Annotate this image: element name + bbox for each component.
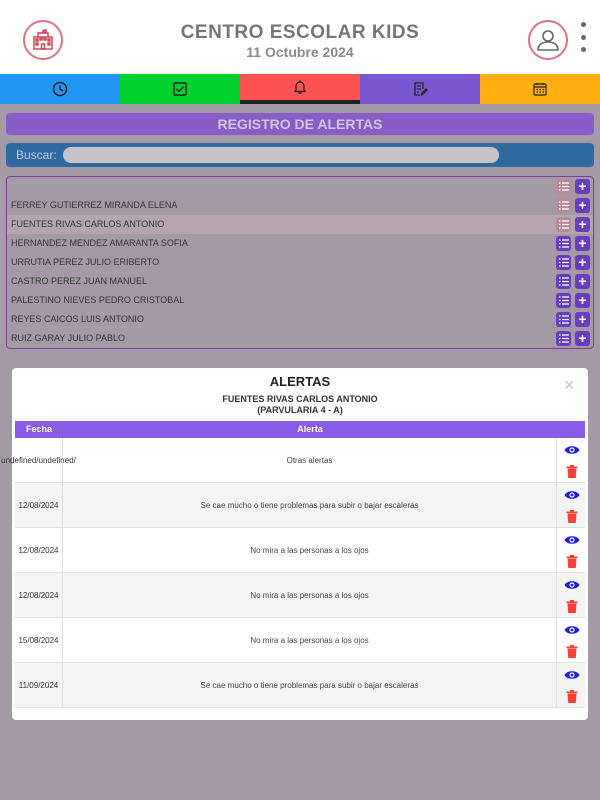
trash-icon[interactable]	[566, 555, 578, 568]
tab-alerts[interactable]	[240, 74, 360, 104]
view-alerts-button[interactable]	[556, 293, 571, 308]
notes-edit-icon	[412, 81, 428, 97]
table-row	[15, 618, 585, 663]
trash-icon[interactable]	[566, 645, 578, 658]
add-alert-button[interactable]: +	[575, 255, 590, 270]
calendar-icon	[533, 82, 547, 96]
student-name: HERNANDEZ MENDEZ AMARANTA SOFIA	[11, 238, 188, 248]
student-name: URRUTIA PEREZ JULIO ERIBERTO	[11, 257, 160, 267]
list-item	[7, 253, 593, 272]
student-name: RUIZ GARAY JULIO PABLO	[11, 333, 126, 343]
student-name: CASTRO PEREZ JUAN MANUEL	[11, 276, 148, 286]
alert-text: Se cae mucho o tiene problemas para subir o bajar escaleras	[63, 483, 557, 528]
view-alerts-button[interactable]	[556, 236, 571, 251]
add-alert-button[interactable]: +	[575, 331, 590, 346]
add-alert-button[interactable]: +	[575, 274, 590, 289]
trash-icon[interactable]	[566, 510, 578, 523]
list-icon	[559, 296, 569, 305]
list-item	[7, 196, 593, 215]
alert-date: 11/09/2024	[15, 663, 63, 708]
table-row	[15, 483, 585, 528]
eye-icon[interactable]	[564, 579, 580, 591]
modal-title: ALERTAS	[269, 374, 331, 389]
view-alerts-button[interactable]	[556, 274, 571, 289]
list-icon	[559, 239, 569, 248]
close-icon[interactable]: ×	[564, 375, 575, 395]
main-tab-bar	[0, 74, 600, 104]
user-profile-button[interactable]	[528, 20, 568, 60]
alert-text: No mira a las personas a los ojos	[63, 573, 557, 618]
list-icon	[559, 334, 569, 343]
trash-icon[interactable]	[566, 465, 578, 478]
list-icon	[559, 220, 569, 229]
list-item	[7, 272, 593, 291]
student-name: FUENTES RIVAS CARLOS ANTONIO	[11, 219, 165, 229]
table-row	[1, 438, 585, 483]
add-alert-button[interactable]: +	[575, 198, 590, 213]
section-title: REGISTRO DE ALERTAS	[6, 113, 594, 135]
current-date: 11 Octubre 2024	[246, 44, 354, 60]
table-row	[15, 573, 585, 618]
alert-text: No mira a las personas a los ojos	[63, 618, 557, 663]
tab-schedule[interactable]	[0, 74, 120, 104]
tab-attendance[interactable]	[120, 74, 240, 104]
list-item	[7, 329, 593, 348]
alert-text: Otras alertas	[63, 438, 557, 483]
student-name: FERREY GUTIERREZ MIRANDA ELENA	[11, 200, 178, 210]
kebab-menu-icon[interactable]	[578, 22, 588, 52]
list-icon	[559, 182, 569, 191]
modal-student-name: FUENTES RIVAS CARLOS ANTONIO	[222, 394, 378, 404]
tab-notes[interactable]	[360, 74, 480, 104]
list-item	[7, 177, 593, 196]
list-icon	[559, 201, 569, 210]
table-row	[15, 663, 585, 708]
trash-icon[interactable]	[566, 690, 578, 703]
search-bar	[6, 143, 594, 167]
search-input[interactable]	[63, 147, 499, 163]
list-item	[7, 291, 593, 310]
eye-icon[interactable]	[564, 489, 580, 501]
alert-date: undefined/undefined/	[15, 438, 63, 483]
list-icon	[559, 277, 569, 286]
eye-icon[interactable]	[564, 624, 580, 636]
view-alerts-button[interactable]	[556, 331, 571, 346]
eye-icon[interactable]	[564, 669, 580, 681]
student-list	[6, 176, 594, 349]
modal-course: (PARVULARIA 4 - A)	[257, 405, 343, 415]
column-header-alert: Alerta	[297, 424, 323, 434]
student-name: PALESTINO NIEVES PEDRO CRISTOBAL	[11, 295, 185, 305]
bell-icon	[292, 79, 308, 95]
alert-text: Se cae mucho o tiene problemas para subir o bajar escaleras	[63, 663, 557, 708]
alert-date: 12/08/2024	[15, 483, 63, 528]
app-header	[0, 0, 600, 74]
list-item	[7, 310, 593, 329]
list-icon	[559, 315, 569, 324]
student-name: REYES CAICOS LUIS ANTONIO	[11, 314, 144, 324]
add-alert-button[interactable]: +	[575, 312, 590, 327]
eye-icon[interactable]	[564, 444, 580, 456]
alerts-modal	[1, 368, 588, 720]
alert-date: 12/08/2024	[15, 573, 63, 618]
alert-text: No mira a las personas a los ojos	[63, 528, 557, 573]
app-title: CENTRO ESCOLAR KIDS	[180, 22, 420, 43]
add-alert-button[interactable]: +	[575, 179, 590, 194]
view-alerts-button[interactable]	[556, 179, 571, 194]
view-alerts-button[interactable]	[556, 255, 571, 270]
tab-calendar[interactable]	[480, 74, 600, 104]
trash-icon[interactable]	[566, 600, 578, 613]
list-icon	[559, 258, 569, 267]
eye-icon[interactable]	[564, 534, 580, 546]
add-alert-button[interactable]: +	[575, 217, 590, 232]
alert-date: 15/08/2024	[15, 618, 63, 663]
search-label: Buscar:	[16, 148, 57, 162]
checkbox-icon	[173, 82, 187, 96]
table-row	[15, 528, 585, 573]
list-item	[7, 234, 593, 253]
view-alerts-button[interactable]	[556, 312, 571, 327]
add-alert-button[interactable]: +	[575, 293, 590, 308]
list-item	[7, 215, 593, 234]
clock-icon	[52, 81, 68, 97]
column-header-date: Fecha	[25, 424, 52, 434]
view-alerts-button[interactable]	[556, 217, 571, 232]
alert-date: 12/08/2024	[15, 528, 63, 573]
alerts-table-header	[15, 421, 585, 438]
view-alerts-button[interactable]	[556, 198, 571, 213]
user-icon	[535, 27, 561, 53]
add-alert-button[interactable]: +	[575, 236, 590, 251]
